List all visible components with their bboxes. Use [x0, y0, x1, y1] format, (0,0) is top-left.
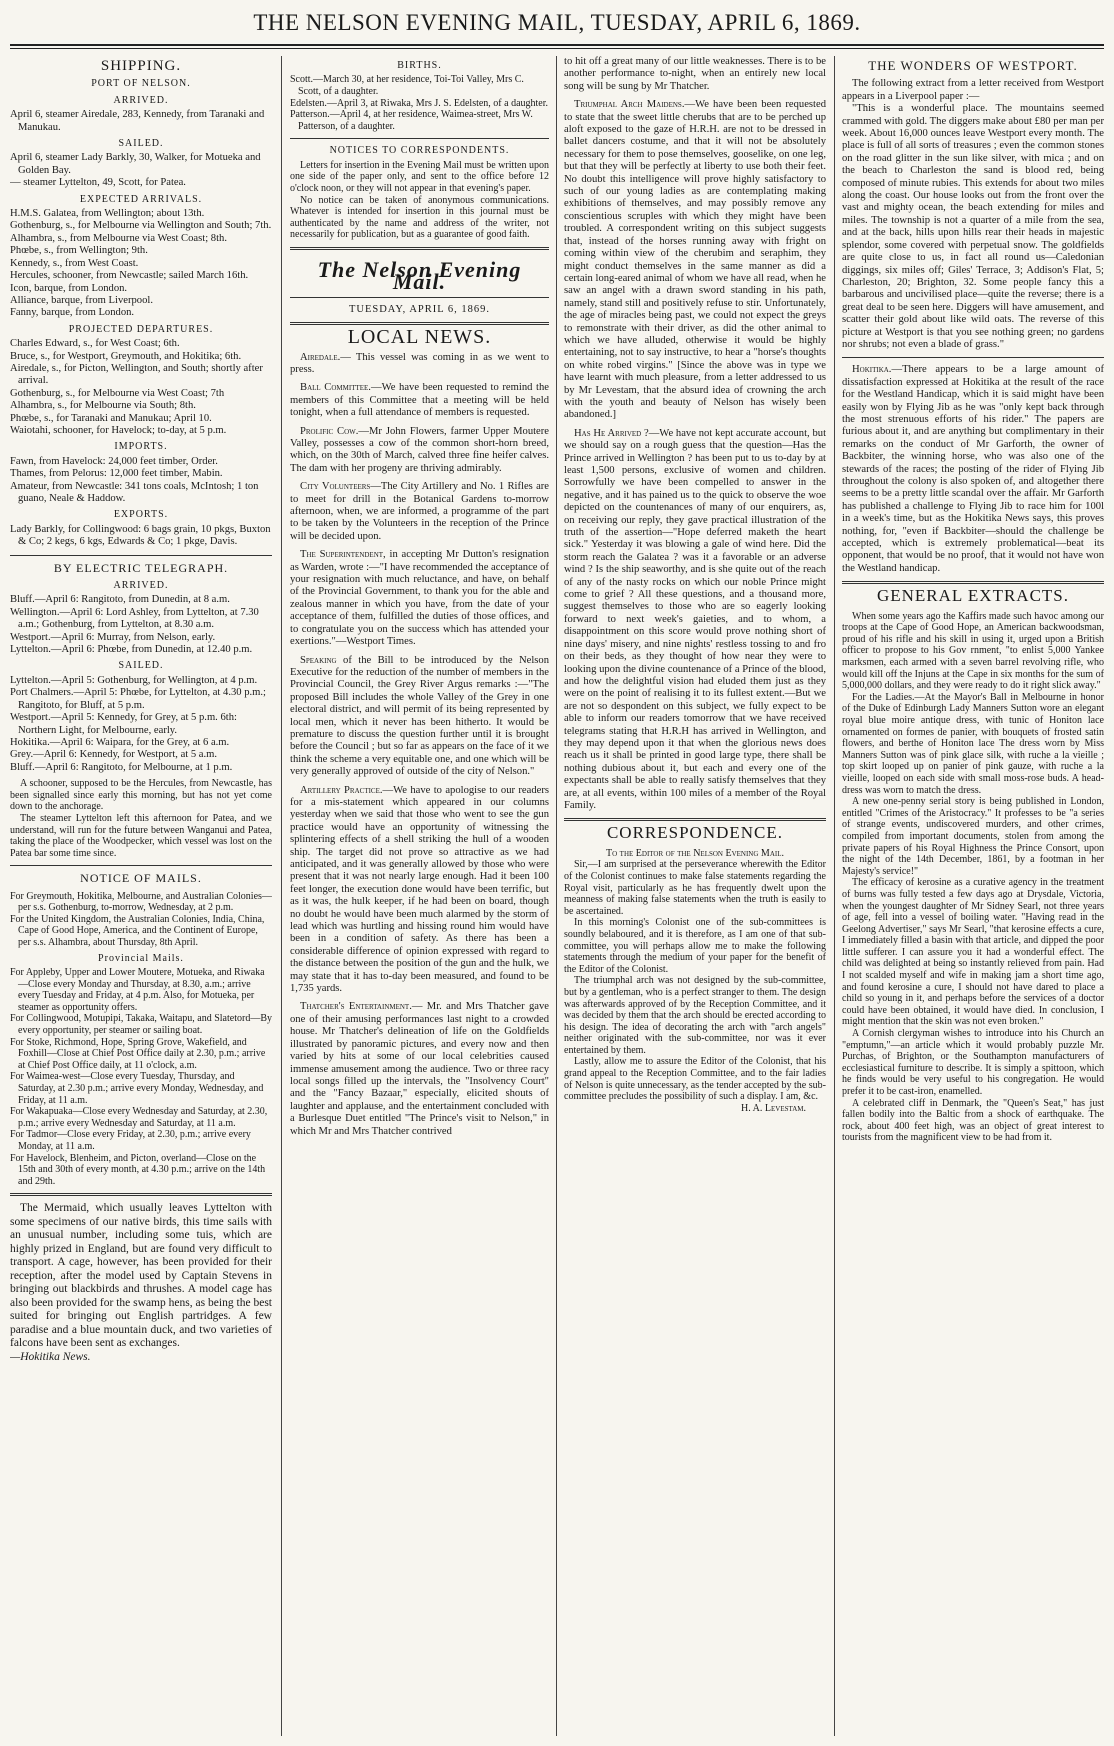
news-item: Ball Committee.—We have been requested to remind the members of this Committee that a meeting will be held tonight, when a full attendance of members is requested. [290, 382, 549, 419]
telegraph-sailed-list [10, 675, 272, 774]
mermaid-article: The Mermaid, which usually leaves Lyttelton with some specimens of our native birds, this time sails with an unusual number, including some tuis, which are highly prized in England, but are found very difficult to transport. A cage, however, has been provided for their reception, after the model used by Captain Stevens in bringing out blackbirds and thrushes. A model cage has also been provided for the swamp hens, as being the best suited for bringing out English partridges. A few paradise and a blue mountain duck, and two varieties of falcons have been sent as exchanges. [10, 1202, 272, 1350]
list-item: Wellington.—April 6: Lord Ashley, from Lyttelton, at 7.30 a.m.; Gothenburg, from Lyttelton, at 8.30 a.m. [10, 606, 259, 631]
paragraph: A schooner, supposed to be the Hercules, from Newcastle, has been signalled since early this morning, but has not yet come down to the anchorage. [10, 778, 272, 813]
list-item: Alhambra, s., from Melbourne via West Coast; 8th. [10, 232, 227, 244]
list-item: For Waimea-west—Close every Tuesday, Thursday, and Saturday, at 2.30 p.m.; arrive every Monday, Wednesday, and Friday, at 11 a.m. [10, 1071, 264, 1106]
list-item: Scott.—March 30, at her residence, Toi-Toi Valley, Mrs C. Scott, of a daughter. [290, 74, 524, 97]
list-item: Westport.—April 5: Kennedy, for Grey, at 5 p.m. 6th: Northern Light, for Melbourne, early. [10, 712, 237, 736]
projected-label: PROJECTED DEPARTURES. [68, 323, 214, 335]
list-item: Icon, barque, from London. [10, 282, 128, 294]
arrived-label: ARRIVED. [113, 94, 169, 106]
news-item: Has He Arrived ?—We have not kept accurate account, but we should say on a rough guess that the question—Has the Prince arrived in Wellington ? has been put to us to-day by at least 1,500 persons, exclusive of women and children. Sorrowfully we have been compelled to answer in the negative, and it has pained us to the quick to observe the woe depicted on the countenances of many of our enquirers, as, on receiving our reply, they gave practical illustration of the truth of the assertion—"Hope deferred maketh the heart sick." Yesterday it was blowing a gale of wind here. Did the storm reach the Galatea ? was it a favorable or an adverse wind ? Is the ship seaworthy, and is she quite out of the reach of any of the nasty rocks on which our noble Prince might come to grief ? All these questions, and a thousand more, suggest themselves to those who are so eagerly looking forward to next week's gaieties, and to whom, a disappointment on this score would prove nothing short of nine days' misery, and nine nights' restless tossing to and fro on their beds, as they thought of how near they were to looking upon the divine countenance of a Prince of the blood, and how the delightful vision had eluded them just as they were on the point of realising it to its fullest extent.—But we are not so despondent on this subject, we fully expect to be able to inform our readers tomorrow that we have received telegrams stating that H.R.H has arrived in Wellington, and they may depend upon it that when the glorious news does reach us it shall be printed in good large type, there shall be nothing dubious about it, but each and every one of the expectants shall be able to really satisfy themselves that they are, at all events, within 100 miles of a member of the Royal Family. [564, 427, 826, 811]
list-item: For Appleby, Upper and Lower Moutere, Motueka, and Riwaka—Close every Monday and Thursday, at 8.30, a.m.; arrive every Tuesday and Friday, at 4 p.m. Also, for Motueka, per steamer as opportunity offers. [10, 967, 265, 1013]
paragraph: Lastly, allow me to assure the Editor of the Colonist, that his grand appeal to the Reception Committee, and to the fair ladies of Nelson is quite unnecessary, as the tender accepted by the sub-committee precludes the possibility of such a display. I am, &c. [564, 1056, 826, 1103]
divider [290, 247, 549, 250]
news-item: City Volunteers—The City Artillery and No. 1 Rifles are to meet for drill in the Botanical Gardens to-morrow afternoon, when, we are informed, a programme of the part to be taken by the Volunteers in the reception of the Prince will be decided upon. [290, 481, 549, 542]
sailed-list [10, 152, 272, 189]
list-item: Fawn, from Havelock: 24,000 feet timber, Order. [10, 455, 218, 467]
list-item: — steamer Lyttelton, 49, Scott, for Patea. [10, 177, 186, 189]
news-item: Speaking of the Bill to be introduced by the Nelson Executive for the reduction of the number of members in the Provincial Council, the Grey River Argus remarks :—"The proposed Bill includes the whole Valley of the Grey in one electoral district, and will permit of its being represented by local men, which it never has been hitherto. It would be premature to discuss the question further until it is brought before the Council ; but so far as appears on the face of it we think the scheme a very equitable one, and one which will be very generally approved of outside of the city of Nelson." [290, 654, 549, 778]
telegraph-arrived-list [10, 594, 272, 656]
list-item: Alliance, barque, from Liverpool. [10, 294, 153, 306]
telegraph-arrived-label: ARRIVED. [113, 580, 169, 592]
paragraph: No notice can be taken of anonymous communications. Whatever is intended for insertion in this journal must be authenticated by the name and address of the writer, not necessarily for publication, but as a guarantee of good faith. [290, 194, 549, 241]
telegraph-heading: BY ELECTRIC TELEGRAPH. [53, 560, 229, 575]
list-item: Lyttelton.—April 6: Phœbe, from Dunedin, at 12.40 p.m. [10, 644, 253, 656]
column-4 [842, 56, 1104, 1740]
list-item: Lady Barkly, for Collingwood: 6 bags grain, 10 pkgs, Buxton & Co; 2 kegs, 6 kgs, Edwards & Co; 1 pkge, Davis. [10, 523, 271, 548]
list-item: Alhambra, s., for Melbourne via South; 8th. [10, 400, 196, 412]
exports-label: EXPORTS. [113, 509, 169, 521]
divider [10, 865, 272, 866]
local-news [290, 352, 549, 1138]
list-item: Gothenburg, s., for Melbourne via West Coast; 7th [10, 387, 225, 399]
list-item: Westport.—April 6: Murray, from Nelson, early. [10, 631, 216, 643]
general-extracts-heading: GENERAL EXTRACTS. [876, 586, 1070, 606]
provincial-mails-label: Provincial Mails. [98, 952, 184, 964]
list-item: Kennedy, s., from West Coast. [10, 257, 139, 269]
list-item: April 6, steamer Lady Barkly, 30, Walker, for Motueka and Golden Bay. [10, 152, 261, 176]
divider [842, 581, 1104, 584]
column-2 [290, 56, 549, 1740]
divider [290, 297, 549, 298]
list-item: Gothenburg, s., for Melbourne via Wellington and South; 7th. [10, 220, 272, 232]
nameplate: The Nelson Evening Mail. [317, 256, 522, 295]
list-item: Edelsten.—April 3, at Riwaka, Mrs J. S. Edelsten, of a daughter. [290, 97, 549, 109]
general-extracts [842, 611, 1104, 1144]
hokitika-article: Hokitika.—There appears to be a large amount of dissatisfaction expressed at Hokitika at the result of the race for the Westland Handicap, which it is said might have been easily won by Flying Jib as he was "only kept back through the most strenuous efforts of his rider." The papers are furious about it, and are anything but complimentary in their remarks on the conduct of Mr Garforth, the owner of Backbiter, the winning horse, who was also one of the stewards of the races; the posting of the rider of Flying Jib throughout the colony is also spoken of, and altogether there seems to be a pretty little scandal over the affair. Mr Garforth has published a challenge to Flying Jib to race him for 100l in a week's time, but as the Hokitika News says, this proves nothing, for, "even if Backbiter—should the challenge be accepted, which is extremely problematical—beat its opponent, that would be no proof, that it would not have won the Westland handicap. [842, 364, 1104, 574]
paragraph: A celebrated cliff in Denmark, the "Queen's Seat," has just fallen bodily into the Baltic from a shock of earthquake. The rock, about 400 feet high, was an object of great interest to tourists from the magnificent view to be had from it. [842, 1097, 1104, 1144]
telegraph-notes [10, 778, 272, 859]
column-divider [834, 56, 835, 1736]
divider [10, 555, 272, 556]
provincial-mails-list [10, 967, 272, 1187]
news-item: Prolific Cow.—Mr John Flowers, farmer Upper Moutere Valley, possesses a cow of the common short-horn breed, which, on the 30th of March, calved three fine heifer calves. The dam with her progeny are thriving admirably. [290, 425, 549, 474]
imports-label: IMPORTS. [114, 441, 168, 453]
expected-label: EXPECTED ARRIVALS. [79, 193, 203, 205]
list-item: H.M.S. Galatea, from Wellington; about 13th. [10, 208, 205, 220]
westport-article: "This is a wonderful place. The mountains seemed crammed with gold. The diggers make about £80 per man per week. About 16,000 ounces leave Westport every month. The place is full of all sorts of treasures ; even the common stones on the road glitter in the sun like silver, with mica ; and on the beach to Charleston the sand is blood red, being composed of minute rubies. This extends for about two miles along the coast. Our house looks out from the front over the vast and mighty ocean, the beach extending for miles and miles. The township is not a quarter of a mile from the sea, and at the back, hills upon hills rear their heads in majestic splendor, some covered with perpetual snow. The goldfields are quite close to us, in fact all round us—Caledonian diggings, six miles off; Giles' Terrace, 3; Addison's Flat, 5; Charleston, 20; Brighton, 32. Some people fancy this a barbarous and uncivilised place—quite the reverse; there is a great deal to be seen here. Diggers will have amusement, and scatter their gold about like wild oats. The reverse of this picture at Westport is that you see nothing green; no gardens nor shrubs; not even a blade of grass." [842, 103, 1104, 350]
list-item: April 6, steamer Airedale, 283, Kennedy, from Taranaki and Manukau. [10, 109, 265, 133]
divider [842, 357, 1104, 358]
exports-list [10, 524, 272, 549]
correspondence-heading: CORRESPONDENCE. [606, 823, 784, 843]
westport-intro: The following extract from a letter received from Westport appears in a Liverpool paper :— [842, 78, 1104, 102]
correspondents-heading: NOTICES TO CORRESPONDENTS. [329, 145, 510, 157]
paragraph: Sir,—I am surprised at the perseverance wherewith the Editor of the Colonist continues to make false statements regarding the Royal visit, particularly as he has frequently dwelt upon the meanness of making false statements when the truth is easily to be ascertained. [564, 859, 826, 917]
masthead: THE NELSON EVENING MAIL, TUESDAY, APRIL 6, 1869. [253, 10, 861, 35]
divider [290, 322, 549, 325]
projected-list [10, 338, 272, 437]
mails-heading: NOTICE OF MAILS. [80, 871, 202, 886]
paragraph: Letters for insertion in the Evening Mail must be written upon one side of the paper only, and sent to the office before 12 o'clock noon, or they will not appear in that evening's paper. [290, 159, 549, 194]
signature: H. A. Levestam. [741, 1102, 806, 1114]
news-item: Triumphal Arch Maidens.—We have been been requested to state that the sweet little cherubs that are to be perched up aloft exposed to the gaze of H.R.H. are not to be dressed in ballet dancers costume, and that it will not be absolutely necessary for them to pose themselves, gooselike, on one leg, but that they will be perfectly at liberty to use both their feet. No doubt this intelligence will prove highly satisfactory to such of our young ladies as are contemplating making exhibitions of themselves, and may possibly remove any conscientious scruples with which they might have been troubled. A correspondent writing on this subject suggests that, instead of the horses running away with fright on coming within view of the cherubim and seraphim, they might conduct themselves in the same manner as did a certain long-eared animal of whom we have all read, when he saw an angel with a drawn sword standing in his path, namely, stand still and positively refuse to stir. Unfortunately, the age of miracles being past, we could not expect the greys to remonstrate with their driver, as did the other animal to which we have alluded, otherwise it would be highly entertaining, not to say instructive, to hear a "horse's thoughts on white robed virgins." [Since the above was in type we have learnt with much pleasure, from a letter addressed to us by Mr Levestam, that the absurd idea of crowning the arch with the youth and beauty of Nelson has wisely been abandoned.] [564, 99, 826, 421]
paragraph: A Cornish clergyman wishes to introduce into his Church an "emptumn,"—an article which it would probably puzzle Mr. Purchas, of Brighton, or the Southampton manufacturers of ecclesiastical furniture to describe. It is simply a spittoon, which he finds would be very useful to his congregation. He would prefer it to be cast-iron, enamelled. [842, 1028, 1104, 1097]
list-item: For Greymouth, Hokitika, Melbourne, and Australian Colonies—per s.s. Gothenburg, to-morrow, Wednesday, at 2 p.m. [10, 890, 272, 914]
list-item: For Tadmor—Close every Friday, at 2.30, p.m.; arrive every Monday, at 11 a.m. [10, 1129, 251, 1152]
list-item: Hokitika.—April 6: Waipara, for the Grey, at 6 a.m. [10, 736, 230, 748]
column-3 [564, 56, 826, 1740]
column-1 [10, 56, 272, 1740]
list-item: For the United Kingdom, the Australian Colonies, India, China, Cape of Good Hope, America, and the Continent of Europe, per s.s. Alhambra, about Thursday, 8th April. [10, 913, 265, 949]
divider [10, 1193, 272, 1196]
list-item: Waiotahi, schooner, for Havelock; to-day, at 5 p.m. [10, 424, 227, 436]
list-item: Hercules, schooner, from Newcastle; sailed March 16th. [10, 270, 249, 282]
paragraph: In this morning's Colonist one of the sub-committees is soundly belaboured, and it is therefore, as I am one of that sub-committee, you will perhaps allow me to make the following statements through the medium of your paper for the benefit of the Editor of the Colonist. [564, 917, 826, 975]
paragraph: The triumphal arch was not designed by the sub-committee, but by a gentleman, who is a perfect stranger to them. The design was afterwards approved of by the Reception Committee, and it was decided by them that the arch should be erected according to his design. The idea of decorating the arch with "arch angels" neither originated with the sub-committee, nor was it ever entertained by them. [564, 975, 826, 1056]
masthead-rule [10, 44, 1104, 49]
list-item: Port Chalmers.—April 5: Phœbe, for Lyttelton, at 4.30 p.m.; Rangitoto, for Bluff, at 5 p.m. [10, 687, 266, 711]
news-item: The Superintendent, in accepting Mr Dutton's resignation as Warden, wrote :—"I have recommended the acceptance of your resignation with much reluctance, and have, on behalf of the Provincial Government, to thank you for the able and zealous manner in which you have, from the date of your acceptance of them, fulfilled the duties of those offices, and to congratulate you on the success which has attended your exertions."—Westport Times. [290, 549, 549, 648]
local-news-heading: LOCAL NEWS. [347, 326, 492, 349]
list-item: For Stoke, Richmond, Hope, Spring Grove, Wakefield, and Foxhill—Close at Chief Post Office daily at 2.30, p.m.; arrive at Chief Post Office daily, at 11 o'clock, a.m. [10, 1036, 266, 1071]
paragraph: A new one-penny serial story is being published in London, entitled "Crimes of the Aristocracy." It professes to be "a series of strange events, undiscovered murders, and other crimes, compiled from important documents, stolen from among the private papers of his Royal Highness the Prince Consort, upon the night of the 14th December, 1861, by a footman in her Majesty's service!" [842, 796, 1104, 877]
births-list [290, 74, 549, 132]
paragraph: The steamer Lyttelton left this afternoon for Patea, and we understand, will run for the future between Wanganui and Patea, taking the place of the Woodpecker, which vessel was lost on the Patea bar some time since. [10, 812, 272, 859]
list-item: Patterson.—April 4, at her residence, Waimea-street, Mrs W. Patterson, of a daughter. [290, 109, 533, 132]
list-item: Bluff.—April 6: Rangitoto, from Dunedin, at 8 a.m. [10, 594, 230, 606]
correspondence-letter [564, 859, 826, 1114]
list-item: For Wakapuaka—Close every Wednesday and Saturday, at 2.30, p.m.; arrive every Wednesday and Saturday, at 11 a.m. [10, 1106, 268, 1129]
westport-heading: THE WONDERS OF WESTPORT. [868, 58, 1078, 73]
list-item: Phœbe, s., for Taranaki and Manukau; April 10. [10, 412, 212, 424]
list-item: Fanny, barque, from London. [10, 307, 135, 319]
list-item: Amateur, from Newcastle: 341 tons coals, McIntosh; 1 ton guano, Neale & Haddow. [10, 480, 259, 504]
paragraph: For the Ladies.—At the Mayor's Ball in Melbourne in honor of the Duke of Edinburgh Lady Manners Sutton wore an elegant royal blue moire antique dress, with tunic of Honiton lace ornamented on formes de panier, with bouquets of frosted satin flowers, and berthe of Honiton lace The dress worn by Miss Manners Sutton was of pink glace silk, with ruche a la vieille ; top skirt looped up on panier of pink gauze, with ruche a la vieille, looped on each side with small moss-rose buds. A head-dress was worn to match the dress. [842, 691, 1104, 796]
paragraph: The efficacy of kerosine as a curative agency in the treatment of burns was fully tested a few days ago at Drysdale, Victoria, when the youngest daughter of Mr Sidney Searl, not three years of age, fell into a vessel of boiling water. "Having read in the Geelong Advertiser," says Mr Searl, "that kerosine effects a cure, I immediately filled a basin with that article, and dipped the poor little sufferer. I can assure you it had a wonderful effect. The child was delighted at being so instantly relieved from pain. Had I not scalded myself and wife in making jam a short time ago, and found kerosine a cure, I should not have dared to place a child so young in it, and perhaps before the services of a doctor could have been obtained, it would have died. In conclusion, I might mention that the skin was not even broken." [842, 877, 1104, 1028]
mermaid-source: —Hokitika News. [10, 1350, 91, 1363]
paragraph: When some years ago the Kaffirs made such havoc among our troops at the Cape of Good Hope, an American backwoodsman, proud of his rifle and his skill in using it, urged upon a British officer to propose to his Gov rnment, "to enlist 5,000 Yankee marksmen, each armed with a seven barrel revolving rifle, who would kill off the Injuns at the Cape in six months for the sum of 5,000,000 dollars, and they were ready to do it right slick away." [842, 610, 1104, 692]
shipping-heading: SHIPPING. [100, 58, 182, 74]
news-item: Artillery Practice.—We have to apologise to our readers for a mis-statement which appeared in our columns yesterday when we said that those who went to see the gun practice would have an opportunity of witnessing the splintering effects of a shell striking the hull of a wooden ship. The target did not prove so attractive as we had anticipated, and it was generally allowed by those who were present that it was not nearly large enough. Had it been 100 feet longer, the execution done would have been terrific, but as it was, the hulk keeper, if he had been on board, though no doubt he would have been much alarmed by the storm of lead which was hurtling and hissing round him would have been in a condition of safety. As there has been a considerable difference of opinion expressed with regard to the distance between the position of the gun and the hulk, we may state that it has to-day been measured, and found to be 1,735 yards. [290, 784, 549, 995]
list-item: Airedale, s., for Picton, Wellington, and South; shortly after arrival. [10, 362, 263, 387]
births-heading: BIRTHS. [397, 60, 442, 71]
news-item: Airedale.— This vessel was coming in as we went to press. [290, 351, 549, 375]
list-item: For Collingwood, Motupipi, Takaka, Waitapu, and Slatetord—By every opportunity, per steamer or sailing boat. [10, 1013, 272, 1037]
column-divider [281, 56, 282, 1736]
correspondence-address: To the Editor of the Nelson Evening Mail. [606, 847, 784, 859]
divider [290, 138, 549, 139]
telegraph-sailed-label: SAILED. [118, 660, 164, 672]
list-item: Thames, from Pelorus: 12,000 feet timber, Mabin. [10, 468, 223, 480]
list-item: Lyttelton.—April 5: Gothenburg, for Wellington, at 4 p.m. [10, 674, 258, 686]
dateline: TUESDAY, APRIL 6, 1869. [348, 303, 491, 315]
sailed-label: SAILED. [118, 138, 164, 150]
port-heading: PORT OF NELSON. [91, 78, 191, 90]
mails-list [10, 891, 272, 949]
continued-text: to hit off a great many of our little weaknesses. There is to be another performance to-night, when an entirely new local song will be sung by Mr Thatcher. [564, 56, 826, 92]
list-item: Charles Edward, s., for West Coast; 6th. [10, 338, 180, 350]
list-item: Grey.—April 6: Kennedy, for Westport, at 5 a.m. [10, 749, 218, 761]
arrived-list [10, 109, 272, 134]
imports-list [10, 456, 272, 506]
column-divider [556, 56, 557, 1736]
list-item: For Havelock, Blenheim, and Picton, overland—Close on the 15th and 30th of every month, at 4.30 p.m.; arrive on the 14th and 29th. [10, 1152, 266, 1187]
news-item: Thatcher's Entertainment.— Mr. and Mrs Thatcher gave one of their amusing performances last night to a crowded house. Mr Thatcher's delineation of life on the Goldfields illustrated by panoramic pictures, and every now and then varied by hits at some of our local celebrities caused immense amusement among the audience. Two or three racy local songs filled up the intervals, the "Insolvency Court" and the "Fancy Bazaar," especially, elicited shouts of laughter and applause, and the entertainment concluded with a Burlesque Duet entitled "The Prince's visit to Nelson," in which Mr and Mrs Thatcher contrived [290, 1001, 549, 1137]
list-item: Bluff.—April 6: Rangitoto, for Melbourne, at 1 p.m. [10, 761, 233, 773]
divider [564, 818, 826, 821]
list-item: Bruce, s., for Westport, Greymouth, and Hokitika; 6th. [10, 350, 242, 362]
list-item: Phœbe, s., from Wellington; 9th. [10, 245, 148, 257]
expected-list [10, 208, 272, 320]
correspondents-notices [290, 160, 549, 241]
